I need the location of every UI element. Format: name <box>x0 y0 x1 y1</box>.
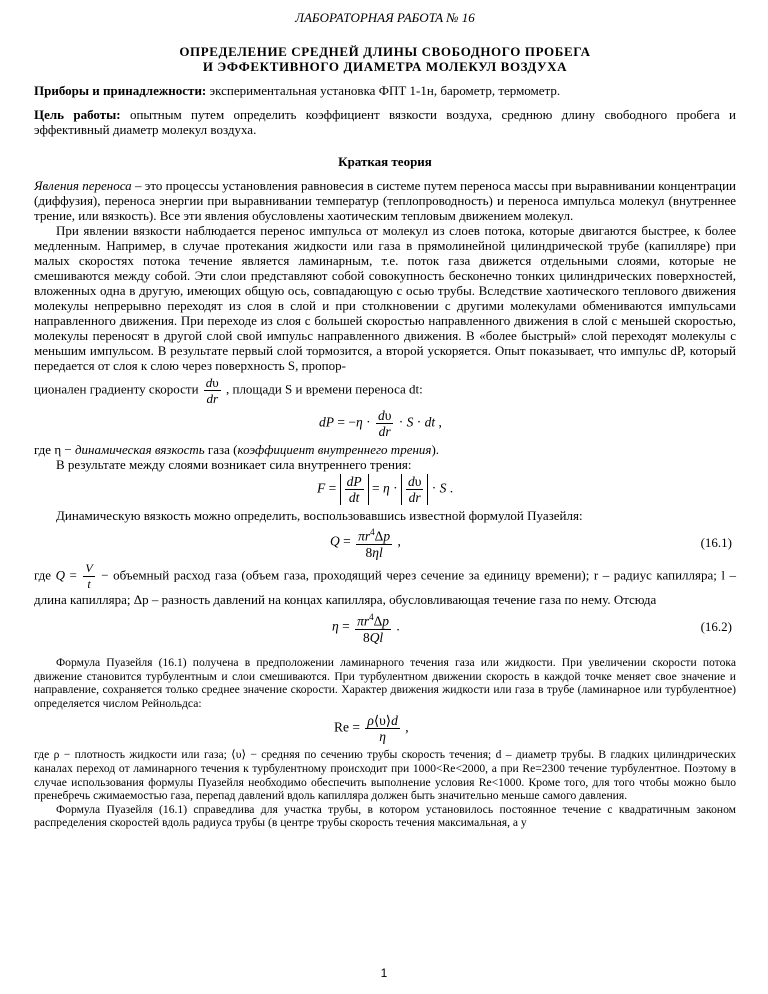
goal-label: Цель работы: <box>34 107 121 122</box>
instruments-text: экспериментальная установка ФПТ 1-1н, барометр, термометр. <box>206 83 561 98</box>
title-line-2: И ЭФФЕКТИВНОГО ДИАМЕТРА МОЛЕКУЛ ВОЗДУХА <box>202 59 568 74</box>
poiseuille-equation: Q = $\frac{\pi r^4\Delta p}{8\eta l}$ , (16.1) <box>330 527 732 560</box>
theory-heading: Краткая теория <box>338 154 432 169</box>
goal-text: опытным путем определить коэффициент вязкости воздуха, среднюю длину свободного пробега и эффективный диаметр молекул воздуха. <box>34 107 736 137</box>
page-title <box>34 44 736 74</box>
transport-text: – это процессы установления равновесия в системе путем переноса массы при выравнивании концентрации (диффузия), переноса энергии при выравнивании температур (теплопроводность) и переноса импульса молекул (внутреннее трение, или вязкость). Все эти явления обусловлены хаотическим тепловым движением молекул. <box>34 178 736 223</box>
reynolds-equation: Re = $\frac{\rho⟨\upsilon⟩d}{\eta}$ , <box>334 713 409 745</box>
eta-equation: η = $\frac{\pi r^4\Delta p}{8Ql}$ . (16.2) <box>332 612 732 645</box>
turbulence-paragraph: Формула Пуазейля (16.1) получена в предположении ламинарного течения газа или жидкости. При увеличении скорости потока движение становится турбулентным и слои смешиваются. При турбулентном движении скорость в каждой точке меняет свое значение и направление, сохраняется только среднее значение скорости. Характер движения жидкости или газа в трубе (ламинарное или турбулентное) определяется числом Рейнольдса: <box>34 656 736 710</box>
equation-number-16-2: (16.2) <box>700 619 732 634</box>
transport-paragraph <box>34 178 736 223</box>
transport-term: Явления переноса <box>34 178 132 193</box>
poiseuille-intro: Динамическую вязкость можно определить, воспользовавшись известной формулой Пуазейля: <box>56 508 583 523</box>
momentum-equation: dP = −η · $\frac{d\upsilon}{dr}$ · S · dt , <box>319 408 442 439</box>
viscosity-paragraph: При явлении вязкости наблюдается перенос импульса от молекул из слоев потока, которые двигаются быстрее, к более медленным. Например, в случае протекания жидкости или газа в прямолинейной цилиндрической трубе (капилляре) при малых скоростях потока течение является ламинарным, т.е. поток газа движется отдельными слоями, которые не смешиваются между собой. Эти слои представляют собой совокупность бесконечно тонких цилиндрических поверхностей, вложенных одна в другую, имеющих общую ось, совпадающую с осью трубы. Вследствие хаотического теплового движения молекулы непрерывно переходят из слоя в слой и при столкновении с другими молекулами обмениваются импульсами направленного движения. При переходе из слоя с большей скоростью направленного движения в слой с меньшей скоростью, молекулы переносят в другой слой свой импульс направленного движения. В «более быстрый» слой переходят молекулы с меньшим импульсом. В результате первый слой тормозится, а второй ускоряется. Опыт показывает, что импульс dP, который передается от слоя к слою через поверхность S, пропор- <box>34 223 736 373</box>
friction-intro: В результате между слоями возникает сила внутреннего трения: <box>56 457 412 472</box>
page-number: 1 <box>380 966 388 980</box>
rho-definition: где ρ − плотность жидкости или газа; ⟨υ⟩ − средняя по сечению трубы скорость течения; d – диаметр трубы. В гладких цилиндрических каналах переход от ламинарного течения к турбулентному происходит при 1000<Re<2000, а при Re=2300 течение турбулентное. Поэтому в случае использования формулы Пуазейля необходимо обеспечить выполнение условия Re<1000. Кроме того, для того чтобы можно было пренебречь сжимаемостью газа, перепад давлений вдоль капилляра должен быть значительно меньше самого давления. <box>34 748 736 803</box>
velocity-gradient-fraction: $\frac{d\upsilon}{dr}$ <box>205 375 219 406</box>
equation-number-16-1: (16.1) <box>700 535 732 550</box>
q-definition: где Q = $\frac{V}{t}$ − объемный расход газа (объем газа, проходящий через сечение за единицу времени); r – радиус капилляра; l – длина капилляра; Δp – разность давлений на концах капилляра, обусловливающая течение газа по нему. Отсюда <box>34 561 737 607</box>
eta-definition: где η − динамическая вязкость газа (коэффициент внутреннего трения). <box>34 442 440 457</box>
title-line-1: ОПРЕДЕЛЕНИЕ СРЕДНЕЙ ДЛИНЫ СВОБОДНОГО ПРОБЕГА <box>179 44 591 59</box>
gradient-line: ционален градиенту скорости $\frac{d\upsilon}{dr}$ , площади S и времени переноса dt: <box>34 375 423 406</box>
lab-header: ЛАБОРАТОРНАЯ РАБОТА № 16 <box>295 10 475 25</box>
friction-equation: F = $\frac{dP}{dt}$ = η · $\frac{d\upsilon}{dr}$ · S . <box>317 474 454 505</box>
instruments-paragraph <box>34 83 736 98</box>
goal-paragraph <box>34 107 736 137</box>
document-page <box>34 10 736 830</box>
poiseuille-validity-paragraph: Формула Пуазейля (16.1) справедлива для участка трубы, в котором установилось постоянное течение с квадратичным законом распределения скоростей вдоль радиуса трубы (в центре трубы скорость течения максимальная, а у <box>34 802 736 830</box>
instruments-label: Приборы и принадлежности: <box>34 83 207 98</box>
